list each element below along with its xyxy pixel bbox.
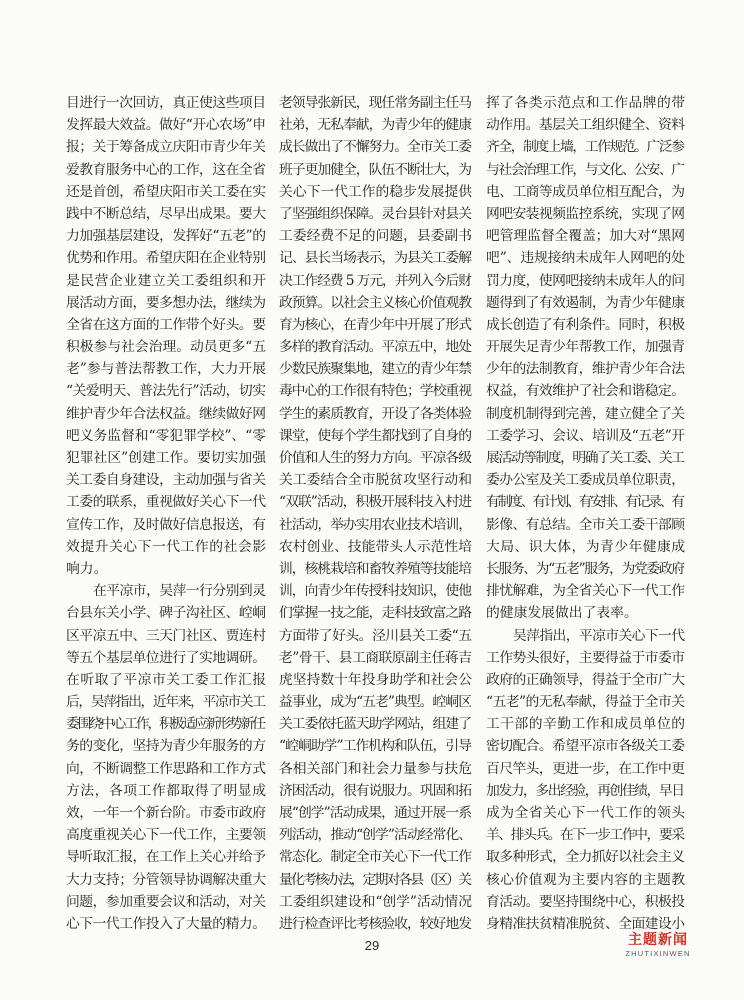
text-line	[279, 292, 472, 314]
logo-subtitle: ZHUTIXINWEN	[625, 949, 691, 958]
text-line	[486, 580, 685, 602]
line-text: 积极参与社会治理。动员更多“五	[66, 339, 266, 356]
line-text: 农村创业、技能带头人示范性培	[279, 538, 472, 555]
text-line	[279, 159, 472, 181]
line-text: 发挥最大效益。做好“开心农场”申	[66, 117, 266, 134]
text-line	[66, 869, 266, 891]
text-column-2	[279, 92, 472, 935]
text-line	[279, 891, 472, 913]
text-line	[486, 247, 685, 269]
line-text: 核心价值观为主要内容的主题教	[486, 871, 686, 888]
line-text: 工委组织建设和“创学”活动情况	[279, 893, 472, 910]
line-text: 宣传工作，及时做好信息报送，有	[66, 516, 266, 533]
text-line	[66, 92, 266, 114]
text-line	[66, 580, 266, 602]
text-line	[279, 136, 472, 158]
line-text: 多样的教育活动。平凉五中，地处	[279, 339, 472, 356]
line-text: 关心下一代工作的稳步发展提供	[279, 183, 472, 200]
text-line	[279, 469, 472, 491]
text-line	[486, 270, 685, 292]
line-text: 工委经费不足的问题，县委副书	[279, 228, 472, 245]
text-line	[66, 713, 266, 735]
text-line	[279, 824, 472, 846]
line-text: 关工委结合全市脱贫攻坚行动和	[279, 472, 472, 489]
line-text: “崆峒助学”工作机构和队伍，引导	[279, 738, 472, 755]
text-line	[486, 358, 685, 380]
text-line	[486, 713, 685, 735]
text-line	[279, 625, 472, 647]
text-line	[66, 270, 266, 292]
line-text: 效提升关心下一代工作的社会影	[66, 538, 267, 555]
line-text: 效，一年一个新台阶。市委市政府	[66, 805, 266, 821]
text-line	[279, 358, 472, 380]
line-text: 育活动。要坚持围绕中心，积极投	[486, 893, 685, 910]
text-line	[279, 425, 472, 447]
text-line	[486, 136, 685, 158]
line-text: 工委学习、会议、培训及“五老”开	[486, 427, 685, 444]
line-text: 学生的素质教育，开设了各类体验	[279, 405, 472, 422]
line-text: 羊、排头兵。在下一步工作中，要采	[486, 827, 684, 844]
text-line	[486, 891, 685, 913]
text-line	[66, 735, 266, 757]
text-line	[279, 270, 472, 292]
text-line	[66, 380, 266, 402]
text-line	[66, 647, 266, 669]
text-line	[66, 247, 266, 269]
line-text: 展“创学”活动成果，通过开展一系	[279, 805, 472, 821]
text-line	[486, 647, 685, 669]
line-text: 益事业，成为“五老”典型。崆峒区	[279, 694, 472, 711]
text-line	[66, 558, 266, 580]
text-line	[486, 735, 685, 757]
text-line	[486, 92, 685, 114]
text-line	[486, 314, 685, 336]
line-text: 吧”、违规接纳未成年人网吧的处	[486, 250, 685, 267]
text-line	[486, 869, 685, 891]
line-text: 在听取了平凉市关工委工作汇报	[66, 671, 267, 688]
text-line	[279, 514, 472, 536]
line-text: 务的变化，坚持为青少年服务的方	[66, 738, 266, 755]
line-text: 们掌握一技之能，走科技致富之路	[279, 605, 472, 622]
text-line	[486, 447, 685, 469]
line-text: 取多种形式，全力抓好以社会主义	[486, 849, 685, 866]
text-line	[66, 802, 266, 824]
line-text: 成长做出了不懈努力。全市关工委	[279, 139, 472, 156]
text-line	[486, 469, 685, 491]
text-line	[279, 691, 472, 713]
text-line	[486, 625, 685, 647]
text-line	[66, 669, 266, 691]
text-line	[66, 824, 266, 846]
text-line	[486, 403, 685, 425]
line-text: 政府的正确领导，得益于全市广大	[486, 671, 685, 688]
text-line	[279, 314, 472, 336]
line-text: 开展失足青少年帮教工作，加强青	[486, 339, 685, 356]
line-text: 了坚强组织保障。灵台县针对县关	[279, 205, 472, 222]
text-line	[279, 536, 472, 558]
line-text: 影像、有总结。全市关工委干部顾	[486, 516, 685, 533]
text-line	[66, 336, 266, 358]
line-text: 排忧解难，为全省关心下一代工作	[486, 583, 685, 600]
line-text: 委办公室及关工委成员单位职责，	[486, 472, 685, 489]
line-text: 问题，参加重要会议和活动，对关	[66, 893, 266, 910]
line-text: 吴萍指出，平凉市关心下一代	[513, 627, 685, 644]
line-text: 展活动等制度，明确了关工委、关工	[486, 450, 684, 466]
text-line	[486, 380, 685, 402]
text-line	[279, 225, 472, 247]
text-line	[279, 447, 472, 469]
line-text: 是民营企业建立关工委组织和开	[66, 272, 267, 289]
line-text: 社弟，无私奉献，为青少年的健康	[279, 117, 472, 134]
text-line	[66, 846, 266, 868]
line-text: 成为全省关心下一代工作的领头	[486, 805, 686, 821]
text-line	[486, 602, 685, 624]
line-text: 工委的联系，重视做好关心下一代	[66, 494, 266, 511]
text-line	[486, 225, 685, 247]
line-text: 济困活动，很有说服力。巩固和拓	[279, 782, 472, 799]
text-line	[279, 380, 472, 402]
line-text: 长服务、为“五老”服务，为党委政府	[486, 560, 684, 577]
line-text: 毒中心的工作很有特色；学校重视	[279, 383, 472, 400]
line-text: 大局、识大体，为青少年健康成	[486, 538, 686, 555]
line-text: 报；关于筹备成立庆阳市青少年关	[66, 139, 266, 156]
text-line	[279, 403, 472, 425]
line-text: 网吧安装视频监控系统，实现了网	[486, 205, 685, 222]
text-line	[486, 558, 685, 580]
text-line	[66, 314, 266, 336]
text-line	[66, 203, 266, 225]
text-line	[279, 491, 472, 513]
line-text: 进行检查评比考核验收，较好地发	[279, 915, 472, 932]
line-text: 少年的法制教育，维护青少年合法	[486, 361, 685, 378]
line-text: 挥了各类示范点和工作品牌的带	[486, 95, 686, 111]
line-text: 向，不断调整工作思路和工作方式	[66, 760, 266, 777]
line-text: 量化考核办法，定期对各县（区）关	[279, 871, 471, 888]
text-line	[66, 691, 266, 713]
line-text: 训，向青少年传授科技知识，使他	[279, 583, 472, 600]
text-line	[279, 735, 472, 757]
line-text: 动作用。基层关工组织健全、资料	[486, 117, 685, 134]
line-text: 题得到了有效遏制，为青少年健康	[486, 294, 685, 311]
line-text: 政预算。以社会主义核心价值观教	[279, 294, 472, 311]
line-text: 关工委依托蓝天助学网站，组建了	[279, 716, 472, 733]
text-line	[486, 846, 685, 868]
line-text: 还是首创，希望庆阳市关工委在实	[66, 183, 266, 200]
line-text: 密切配合。希望平凉市各级关工委	[486, 738, 685, 755]
line-text: 工干部的辛勤工作和成员单位的	[486, 716, 686, 733]
text-line	[486, 780, 685, 802]
text-line	[66, 625, 266, 647]
text-line	[486, 514, 685, 536]
line-text: 少数民族聚集地，建立的青少年禁	[279, 361, 472, 378]
line-text: “关爱明天、普法先行”活动，切实	[66, 383, 266, 400]
line-text: 区平凉五中、三天门社区、贾连村	[66, 627, 266, 644]
line-text: “双联”活动，积极开展科技入村进	[279, 494, 472, 511]
line-text: 列活动，推动“创学”活动经常化、	[279, 827, 472, 844]
text-line	[486, 758, 685, 780]
line-text: 虎坚持数十年投身助学和社会公	[279, 671, 472, 688]
footer-logo	[622, 932, 694, 959]
line-text: 践中不断总结，尽早出成果。要大	[66, 205, 266, 222]
text-line	[279, 247, 472, 269]
line-text: 大力支持；分管领导协调解决重大	[66, 871, 266, 888]
text-line	[66, 780, 266, 802]
text-line	[66, 181, 266, 203]
line-text: 权益，有效维护了社会和谐稳定。	[486, 383, 685, 400]
line-text: 身精准扶贫精准脱贫、全面建设小	[486, 915, 685, 932]
line-text: 心下一代工作投入了大量的精力。	[66, 915, 266, 932]
text-line	[66, 136, 266, 158]
text-line	[66, 602, 266, 624]
text-line	[66, 536, 266, 558]
text-line	[486, 114, 685, 136]
line-text: 班子更加健全，队伍不断壮大，为	[279, 161, 472, 178]
text-line	[279, 92, 472, 114]
line-text: 力加强基层建设，发挥好“五老”的	[66, 228, 266, 245]
text-line	[486, 536, 685, 558]
text-line	[66, 913, 266, 935]
line-text: 成长创造了有利条件。同时，积极	[486, 316, 685, 333]
line-text: 决工作经费 5 万元，并列入今后财	[279, 272, 471, 289]
text-line	[486, 336, 685, 358]
line-text: 后，吴萍指出，近年来，平凉市关工	[66, 694, 265, 711]
text-line	[486, 159, 685, 181]
text-line	[66, 491, 266, 513]
line-text: 加发力，多出经验，再创佳绩，早日	[486, 782, 684, 799]
line-text: 制度机制得到完善，建立健全了关	[486, 405, 685, 422]
line-text: 常态化。制定全市关心下一代工作	[279, 849, 472, 866]
line-text: 各相关部门和社会力量参与扶危	[279, 760, 472, 777]
text-line	[279, 913, 472, 935]
line-text: 齐全，制度上墙，工作规范。广泛参	[486, 139, 684, 156]
text-line	[486, 425, 685, 447]
text-line	[66, 425, 266, 447]
text-line	[486, 491, 685, 513]
line-text: 社活动，举办实用农业技术培训，	[279, 516, 472, 533]
line-text: 记、县长当场表示，为县关工委解	[279, 250, 472, 267]
text-line	[486, 691, 685, 713]
line-text: 老”参与普法帮教工作，大力开展	[66, 361, 266, 378]
line-text: 全省在这方面的工作带个好头。要	[66, 316, 266, 333]
text-line	[279, 669, 472, 691]
line-text: 委围绕中心工作，积极适应新形势新任	[66, 716, 264, 733]
text-line	[66, 403, 266, 425]
line-text: 吧管理监督全覆盖；加大对“黑网	[486, 228, 685, 245]
line-text: 方面带了好头。泾川县关工委“五	[279, 627, 472, 644]
line-text: 与社会治理工作，与文化、公安、广	[486, 161, 684, 178]
text-line	[66, 891, 266, 913]
line-text: 优势和作用。希望庆阳在企业特别	[66, 250, 266, 267]
line-text: 爱教育服务中心的工作，这在全省	[66, 161, 266, 178]
line-text: 老领导张新民，现任常务副主任马	[279, 95, 472, 111]
text-line	[279, 802, 472, 824]
text-line	[486, 181, 685, 203]
text-line	[66, 469, 266, 491]
line-text: 在平凉市，吴萍一行分别到灵	[93, 583, 266, 600]
line-text: 关工委自身建设，主动加强与省关	[66, 472, 266, 489]
line-text: 工作势头很好，主要得益于市委市	[486, 649, 685, 666]
line-text: 吧义务监督和“零犯罪学校”、“零	[66, 427, 266, 444]
text-line	[279, 580, 472, 602]
line-text: 方法，各项工作都取得了明显成	[66, 782, 267, 799]
text-line	[279, 602, 472, 624]
text-line	[279, 114, 472, 136]
text-line	[66, 292, 266, 314]
text-line	[279, 181, 472, 203]
line-text: 育为核心，在青少年中开展了形式	[279, 316, 472, 333]
line-text: 台县东关小学、碑子沟社区、崆峒	[66, 605, 266, 622]
line-text: 犯罪社区”创建工作。要切实加强	[66, 450, 266, 466]
line-text: 展活动方面，要多想办法，继续为	[66, 294, 266, 311]
text-line	[279, 758, 472, 780]
text-line	[279, 336, 472, 358]
line-text: 价值和人生的努力方向。平凉各级	[279, 450, 472, 466]
text-line	[66, 159, 266, 181]
line-text: 维护青少年合法权益。继续做好网	[66, 405, 266, 422]
logo-title: 主题新闻	[628, 932, 688, 948]
line-text: 训，核桃栽培和畜牧养殖等技能培	[279, 560, 472, 577]
text-line	[279, 647, 472, 669]
line-text: 的健康发展做出了表率。	[486, 605, 638, 622]
text-line	[66, 358, 266, 380]
text-line	[66, 114, 266, 136]
line-text: 老”骨干、县工商联原副主任蒋吉	[279, 649, 472, 666]
text-line	[279, 780, 472, 802]
text-line	[279, 846, 472, 868]
text-line	[66, 447, 266, 469]
text-line	[486, 292, 685, 314]
text-line	[66, 758, 266, 780]
text-line	[279, 713, 472, 735]
text-line	[486, 203, 685, 225]
line-text: 有制度、有计划、有安排、有记录、有	[486, 494, 683, 511]
text-line	[279, 203, 472, 225]
line-text: 课堂，使每个学生都找到了自身的	[279, 427, 472, 444]
text-line	[66, 225, 266, 247]
line-text: 等五个基层单位进行了实地调研。	[66, 649, 266, 666]
text-column-1	[66, 92, 266, 935]
line-text: 响力。	[66, 560, 108, 577]
text-line	[279, 558, 472, 580]
text-line	[486, 802, 685, 824]
line-text: 电、工商等成员单位相互配合，为	[486, 183, 685, 200]
text-line	[279, 869, 472, 891]
text-column-3	[486, 92, 685, 935]
line-text: 高度重视关心下一代工作，主要领	[66, 827, 266, 844]
line-text: “五老”的无私奉献，得益于全市关	[486, 694, 685, 711]
page-number: 29	[364, 938, 380, 953]
text-line	[66, 514, 266, 536]
line-text: 百尺竿头，更进一步，在工作中更	[486, 760, 685, 777]
text-line	[486, 669, 685, 691]
line-text: 目进行一次回访，真正使这些项目	[66, 95, 266, 111]
line-text: 导听取汇报，在工作上关心并给予	[66, 849, 266, 866]
line-text: 罚力度，使网吧接纳未成年人的问	[486, 272, 685, 289]
text-line	[486, 824, 685, 846]
